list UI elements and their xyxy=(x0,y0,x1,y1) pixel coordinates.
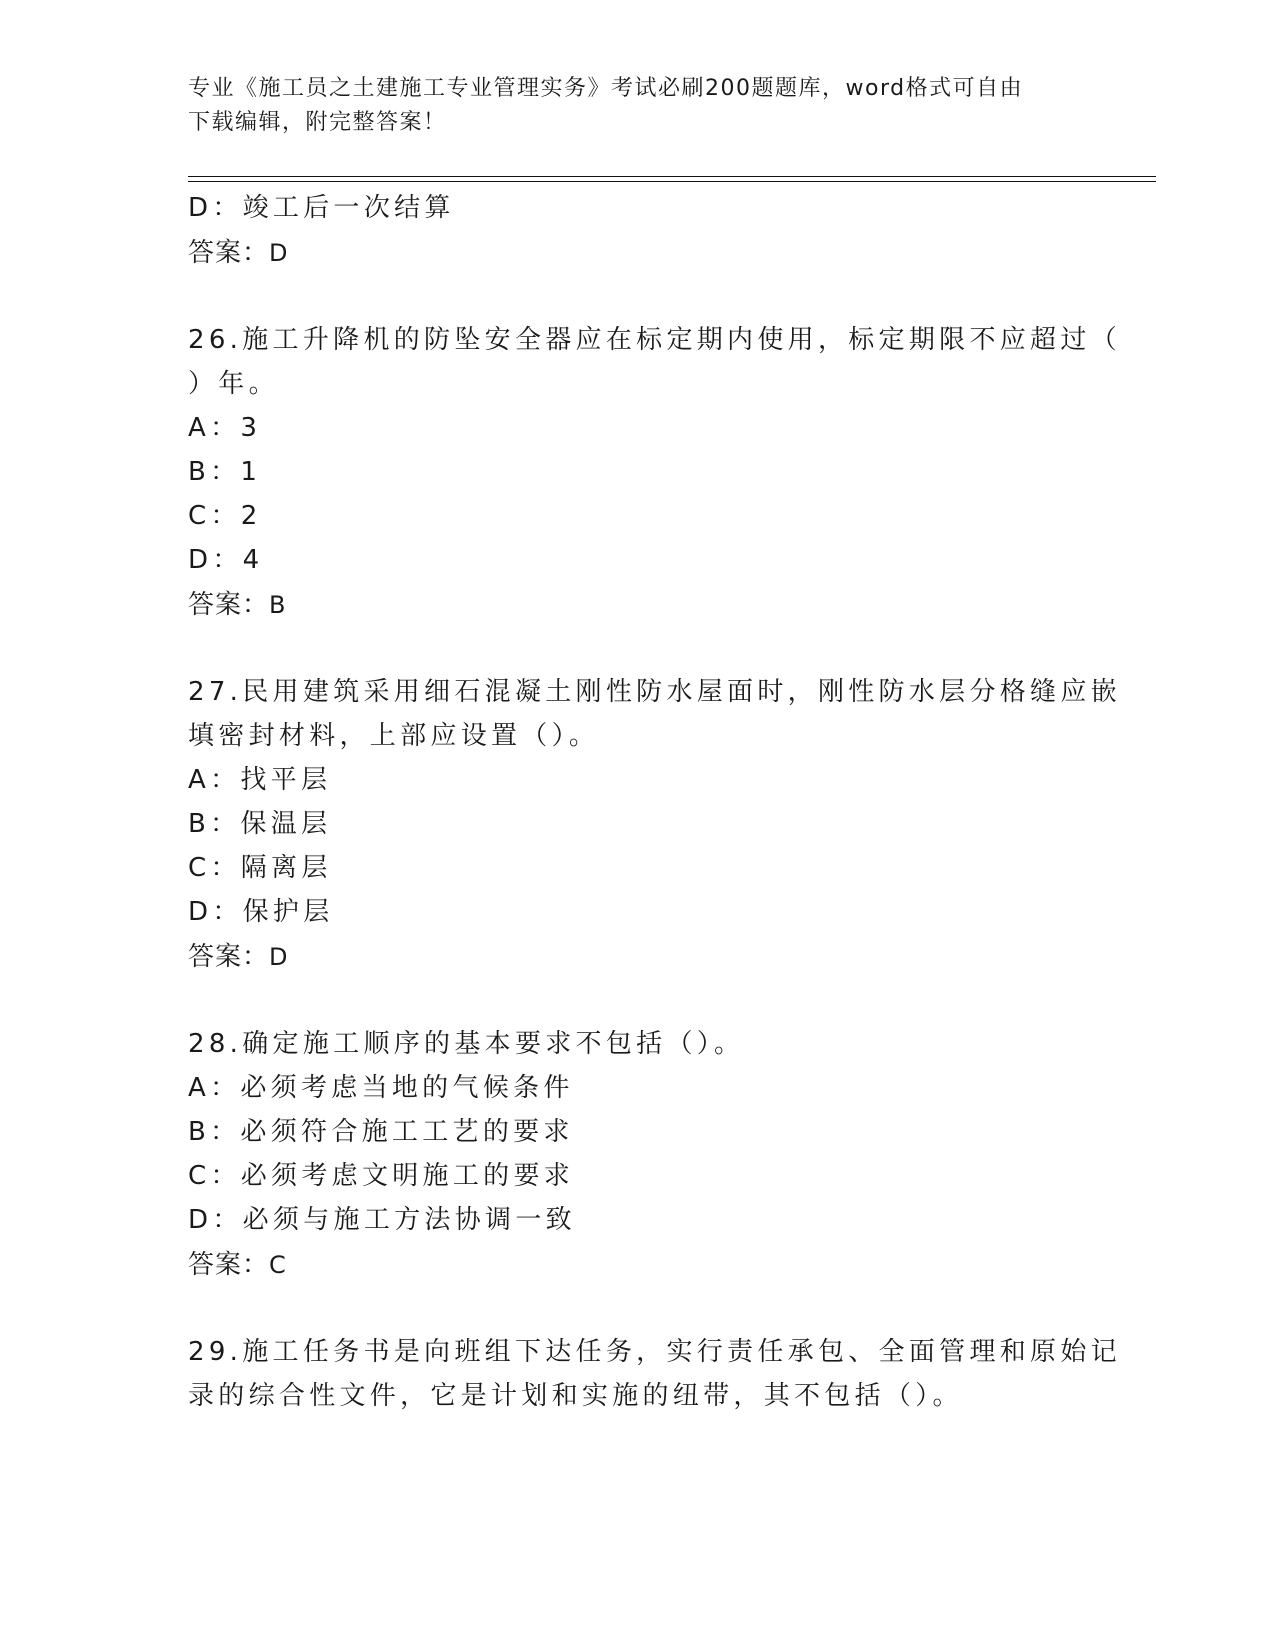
answer-label: 答案： xyxy=(188,941,270,971)
header-divider-bottom xyxy=(188,181,1156,182)
q26-stem-line-1: 26.施工升降机的防坠安全器应在标定期内使用，标定期限不应超过（ xyxy=(188,325,1121,355)
q26-option-a: A：3 xyxy=(188,413,262,443)
prev-option-d: D：竣工后一次结算 xyxy=(188,193,455,223)
q29-stem-line-1: 29.施工任务书是向班组下达任务，实行责任承包、全面管理和原始记 xyxy=(188,1337,1121,1367)
answer-value: D xyxy=(269,239,289,267)
q27-stem-line-1: 27.民用建筑采用细石混凝土刚性防水屋面时，刚性防水层分格缝应嵌 xyxy=(188,677,1121,707)
answer-label: 答案： xyxy=(188,1249,270,1279)
q26-option-b: B：1 xyxy=(188,457,262,487)
q26-answer xyxy=(188,586,286,623)
q28-option-a: A：必须考虑当地的气候条件 xyxy=(188,1073,574,1103)
q27-option-d: D：保护层 xyxy=(188,897,334,927)
header-title-line-1: 专业《施工员之土建施工专业管理实务》考试必刷200题题库，word格式可自由 xyxy=(188,76,1024,101)
document-header xyxy=(188,72,1068,140)
q27-option-c: C：隔离层 xyxy=(188,853,332,883)
q27-option-b: B：保温层 xyxy=(188,809,332,839)
answer-value: D xyxy=(269,943,289,971)
q27-option-a: A：找平层 xyxy=(188,765,332,795)
q28-stem-line-1: 28.确定施工顺序的基本要求不包括（）。 xyxy=(188,1029,745,1059)
prev-answer xyxy=(188,234,289,271)
q26-option-c: C：2 xyxy=(188,501,262,531)
answer-label: 答案： xyxy=(188,589,270,619)
q29-stem-line-2: 录的综合性文件，它是计划和实施的纽带，其不包括（）。 xyxy=(188,1381,963,1411)
q27-answer xyxy=(188,938,289,975)
q28-option-c: C：必须考虑文明施工的要求 xyxy=(188,1161,575,1191)
header-divider-top xyxy=(188,176,1156,177)
header-title-line-2: 下载编辑，附完整答案！ xyxy=(188,110,447,135)
answer-value: C xyxy=(269,1251,287,1279)
q26-option-d: D：4 xyxy=(188,545,264,575)
q28-answer xyxy=(188,1246,287,1283)
answer-label: 答案： xyxy=(188,237,270,267)
q27-stem-line-2: 填密封材料，上部应设置（）。 xyxy=(188,721,600,751)
answer-value: B xyxy=(269,591,287,619)
q28-option-d: D：必须与施工方法协调一致 xyxy=(188,1205,576,1235)
q28-option-b: B：必须符合施工工艺的要求 xyxy=(188,1117,574,1147)
q26-stem-line-2: ）年。 xyxy=(188,369,279,399)
